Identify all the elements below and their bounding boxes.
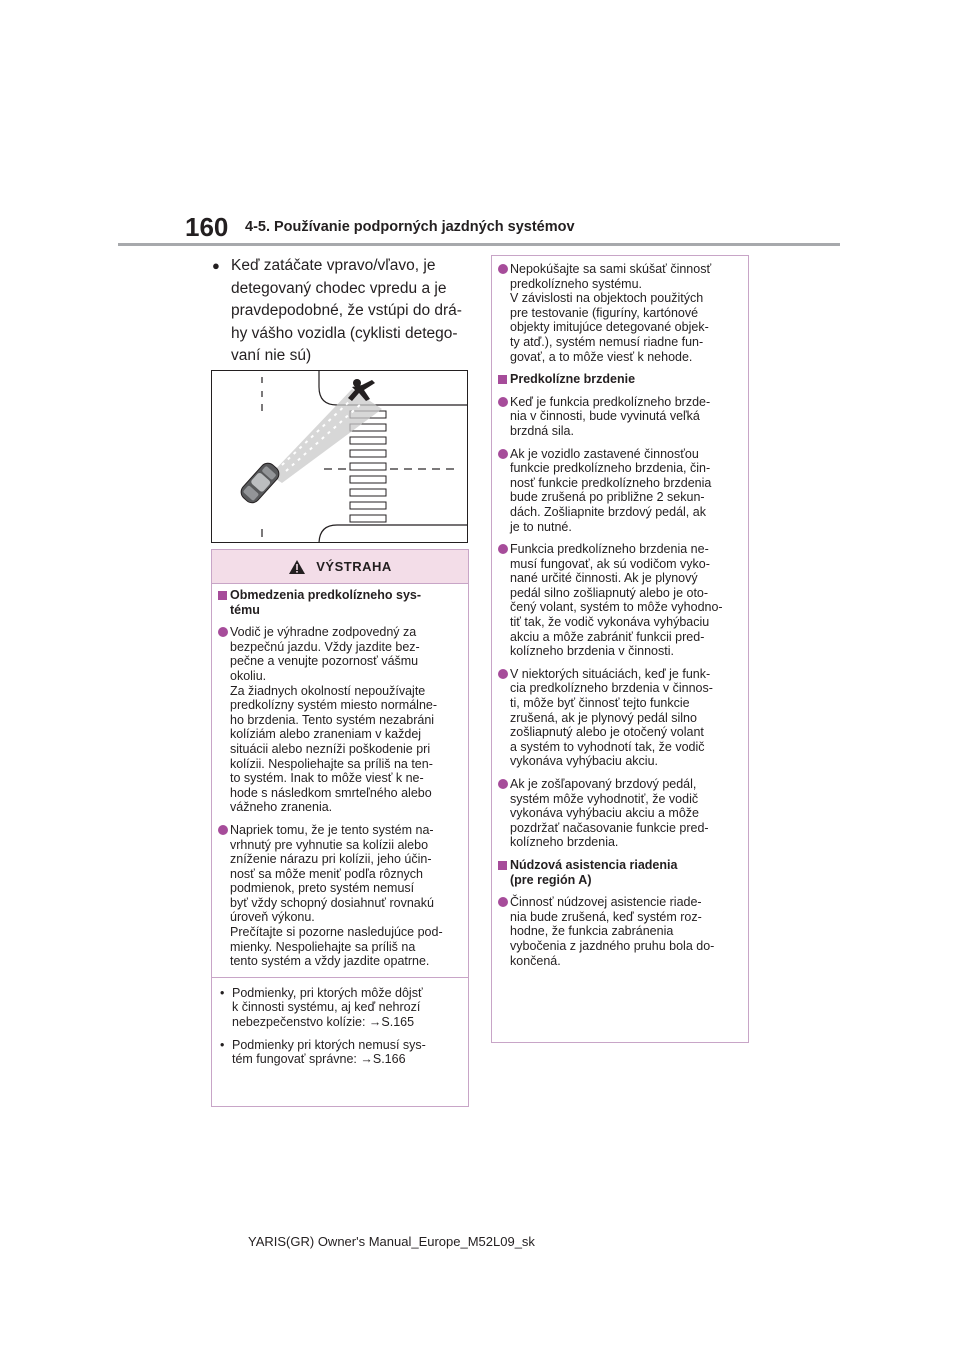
pedestrian-detection-illustration	[211, 370, 468, 543]
bullet-paragraph	[498, 262, 742, 364]
bullet-icon: ●	[212, 258, 220, 273]
square-marker-icon	[498, 861, 507, 870]
footer-manual-id: YARIS(GR) Owner's Manual_Europe_M52L09_sk	[248, 1234, 535, 1249]
warning-title: VÝSTRAHA	[316, 559, 392, 574]
warning-header	[212, 550, 468, 584]
bullet-paragraph	[498, 542, 742, 659]
paragraph-text: Činnosť núdzovej asistencie riade- nia bude zrušená, keď systém roz- hodne, že funkcia zabránenia vybočenia z jazdného pruhu bola do- končená.	[510, 895, 715, 968]
car-icon	[238, 460, 282, 506]
bullet-paragraph	[498, 667, 742, 769]
round-bullet-icon	[498, 264, 508, 274]
square-marker-icon	[218, 591, 227, 600]
bullet-paragraph	[218, 823, 462, 969]
bullet-paragraph	[218, 625, 462, 815]
intro-bullet-item	[212, 255, 474, 368]
road-corner-top	[319, 371, 468, 405]
section-heading	[218, 588, 462, 617]
intro-text: Keď zatáčate vpravo/vľavo, je detegovaný chodec vpredu a je pravdepodobné, že vstúpi do drá-hy vášho vozidla (cyklisti detego-vaní nie sú)	[231, 257, 462, 364]
header-rule	[118, 243, 840, 246]
section-heading	[498, 372, 742, 387]
bullet-paragraph	[498, 447, 742, 535]
reference-note	[218, 1038, 462, 1067]
paragraph-text: Ak je vozidlo zastavené činnosťou funkcie predkolízneho brzdenia, čin- nosť funkcie predkolízneho brzdenia bude zrušená po približne 2 sekun- dách. Zošliapnite brzdový pedál, ak je to nutné.	[510, 446, 712, 534]
note-bullet-icon: •	[220, 985, 225, 1000]
reference-note	[218, 986, 462, 1030]
notes-divider	[212, 977, 468, 978]
paragraph-text: Keď je funkcia predkolízneho brzde- nia v činnosti, bude vyvinutá veľká brzdná sila.	[510, 394, 711, 438]
round-bullet-icon	[498, 897, 508, 907]
bullet-paragraph	[498, 777, 742, 850]
paragraph-text: V niektorých situáciách, keď je funk- cia predkolízneho brzdenia v činnos- ti, môže byť činnosť tejto funkcie zrušená, ak je plynový pedál silno zošliapnutý alebo je otočený volant a systém to vyhodnotí tak, že vodič vykonáva vyhýbaciu akciu.	[510, 666, 713, 769]
paragraph-text: Núdzová asistencia riadenia (pre región A)	[510, 857, 678, 887]
round-bullet-icon	[498, 779, 508, 789]
paragraph-text: Napriek tomu, že je tento systém na- vrhnutý pre vyhnutie sa kolízii alebo zníženie nárazu pri kolízii, jeho účin- nosť sa môže meniť podľa rôznych podmienok, preto systém nemusí byť vždy schopný dosiahnuť rovnakú úroveň výkonu. Prečítajte si pozorne nasledujúce pod- mienky. Nespoliehajte sa príliš na tento systém a vždy jazdite opatrne.	[230, 822, 443, 969]
note-text: Podmienky, pri ktorých môže dôjsť k činnosti systému, aj keď nehrozí nebezpečenstvo kolízie: →S.165	[232, 985, 423, 1030]
bullet-paragraph	[498, 895, 742, 968]
round-bullet-icon	[218, 825, 228, 835]
chapter-title: 4-5. Používanie podporných jazdných systémov	[245, 219, 575, 235]
paragraph-text: Nepokúšajte sa sami skúšať činnosť predkolízneho systému. V závislosti na objektoch použitých pre testovanie (figuríny, kartónové objekty imitujúce detegované objek- ty atď.), systém nemusí riadne fun- govať, a to môže viesť k nehode.	[510, 262, 712, 364]
turning-scene-drawing	[212, 371, 468, 543]
page-number: 160	[185, 212, 229, 242]
paragraph-text: Funkcia predkolízneho brzdenia ne- musí fungovať, ak sú vodičom vyko- nané určité činnosti. Ak je plynový pedál silno zošliapnutý alebo je oto- čený volant, systém to môže vyhodno- tiť tak, že vodič vykonáva vyhýbaciu akciu a môže zabrániť funkcii pred- kolízneho brzdenia v činnosti.	[510, 542, 723, 659]
round-bullet-icon	[218, 627, 228, 637]
right-info-box	[491, 255, 749, 1043]
round-bullet-icon	[498, 669, 508, 679]
paragraph-text: Obmedzenia predkolízneho sys- tému	[230, 588, 422, 617]
section-heading	[498, 858, 742, 887]
note-bullet-icon: •	[220, 1037, 225, 1052]
note-text: Podmienky pri ktorých nemusí sys- tém fungovať správne: →S.166	[232, 1037, 426, 1067]
paragraph-text: Predkolízne brzdenie	[510, 372, 636, 387]
warning-triangle-icon	[288, 559, 306, 575]
warning-box	[211, 549, 469, 1107]
square-marker-icon	[498, 375, 507, 384]
paragraph-text: Vodič je výhradne zodpovedný za bezpečnú jazdu. Vždy jazdite bez- pečne a venujte pozornosť vášmu okoliu. Za žiadnych okolností nepoužívajte predkolízny systém miesto normálne- ho brzdenia. Tento systém nezabráni kolíziám alebo zraneniam v každej situácii alebo nezníži poškodenie pri kolízii. Nespoliehajte sa príliš na ten- to systém. Inak to môže viesť k ne- hode s následkom smrteľného alebo vážneho zranenia.	[230, 625, 438, 815]
round-bullet-icon	[498, 397, 508, 407]
bullet-paragraph	[498, 395, 742, 439]
round-bullet-icon	[498, 544, 508, 554]
paragraph-text: Ak je zošľapovaný brzdový pedál, systém môže vyhodnotiť, že vodič vykonáva vyhýbaciu akciu a môže pozdržať načasovanie funkcie pred- kolízneho brzdenia.	[510, 777, 709, 850]
round-bullet-icon	[498, 449, 508, 459]
warning-body	[212, 584, 468, 1067]
road-corner-bottom	[319, 525, 468, 543]
